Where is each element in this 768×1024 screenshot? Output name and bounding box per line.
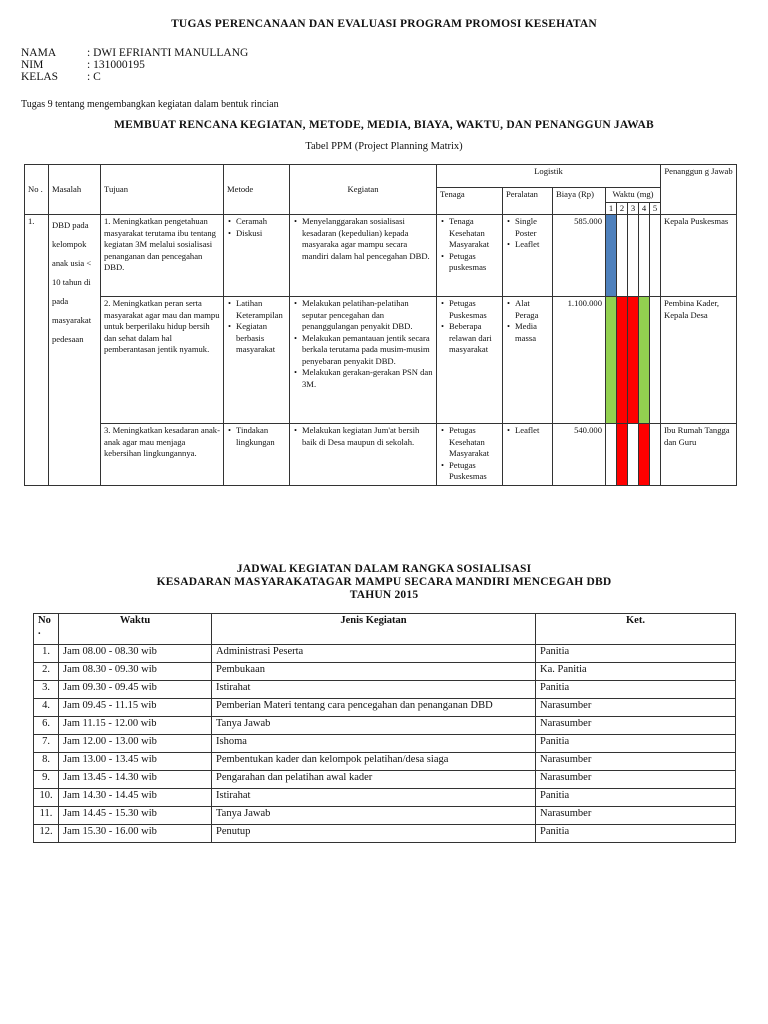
header-waktu: Waktu (mg) <box>606 188 661 203</box>
biaya-1: 585.000 <box>553 215 606 297</box>
schedule-ket-cell: Narasumber <box>536 771 736 789</box>
gantt-1-w4 <box>639 215 650 297</box>
schedule-header-ket: Ket. <box>536 614 736 645</box>
tenaga-3-item: • Petugas Kesehatan Masyarakat <box>449 425 499 460</box>
schedule-header-waktu: Waktu <box>59 614 212 645</box>
schedule-no-cell: 10. <box>34 789 59 807</box>
metode-2 <box>224 297 290 424</box>
gantt-1-w1 <box>606 215 617 297</box>
kegiatan-2-item: • Melakukan pemantauan jentik secara berkala terutama pada musim-musim penyebaran penyakit DBD. <box>302 333 433 368</box>
tenaga-1-item: • Petugas puskesmas <box>449 251 499 274</box>
gantt-3-w1 <box>606 424 617 486</box>
peralatan-3-item: • Leaflet <box>515 425 549 437</box>
schedule-ket-cell: Narasumber <box>536 753 736 771</box>
schedule-ket-cell: Panitia <box>536 681 736 699</box>
schedule-waktu-cell: Jam 11.15 - 12.00 wib <box>59 717 212 735</box>
metode-2-item: • Kegiatan berbasis masyarakat <box>236 321 286 356</box>
table-caption: Tabel PPM (Project Planning Matrix) <box>305 141 463 152</box>
gantt-1-w2 <box>617 215 628 297</box>
schedule-body <box>34 645 736 843</box>
schedule-no-cell: 6. <box>34 717 59 735</box>
schedule-no-cell: 2. <box>34 663 59 681</box>
schedule-row <box>34 789 736 807</box>
schedule-row <box>34 681 736 699</box>
tujuan-1: 1. Meningkatkan pengetahuan masyarakat terutama ibu tentang kegiatan 3M melalui sosialisasi penanganan dan pencegahan DBD. <box>101 215 224 297</box>
schedule-row <box>34 663 736 681</box>
tenaga-3 <box>437 424 503 486</box>
schedule-waktu-cell: Jam 09.45 - 11.15 wib <box>59 699 212 717</box>
schedule-title-1: JADWAL KEGIATAN DALAM RANGKA SOSIALISASI <box>236 563 532 575</box>
tujuan-2: 2. Meningkatkan peran serta masyarakat agar mau dan mampu untuk berperilaku hidup bersih dan sehat dalam hal pemberantasan jentik nyamuk. <box>101 297 224 424</box>
schedule-jenis-cell: Pembentukan kader dan kelompok pelatihan/desa siaga <box>212 753 536 771</box>
schedule-jenis-cell: Pemberian Materi tentang cara pencegahan dan penanganan DBD <box>212 699 536 717</box>
document-title: TUGAS PERENCANAAN DAN EVALUASI PROGRAM PROMOSI KESEHATAN <box>171 18 597 30</box>
schedule-jenis-cell: Tanya Jawab <box>212 807 536 825</box>
schedule-row <box>34 645 736 663</box>
biaya-3: 540.000 <box>553 424 606 486</box>
schedule-jenis-cell: Pengarahan dan pelatihan awal kader <box>212 771 536 789</box>
penanggung-jawab-2: Pembina Kader, Kepala Desa <box>661 297 737 424</box>
schedule-no-cell: 4. <box>34 699 59 717</box>
peralatan-3 <box>503 424 553 486</box>
tenaga-1-item: • Tenaga Kesehatan Masyarakat <box>449 216 499 251</box>
peralatan-1-item: • Single Poster <box>515 216 549 239</box>
week-5: 5 <box>650 202 661 215</box>
tujuan-3: 3. Meningkatkan kesadaran anak-anak agar mau menjaga kebersihan lingkungannya. <box>101 424 224 486</box>
tenaga-2-item: • Petugas Puskesmas <box>449 298 499 321</box>
gantt-2-w3 <box>628 297 639 424</box>
metode-2-item: • Latihan Keterampilan <box>236 298 286 321</box>
tenaga-1 <box>437 215 503 297</box>
gantt-3-w4 <box>639 424 650 486</box>
peralatan-2 <box>503 297 553 424</box>
masalah-cell: DBD pada kelompok anak usia < 10 tahun di pada masyarakat pedesaan <box>49 215 101 486</box>
kegiatan-3-item: • Melakukan kegiatan Jum'at bersih baik di Desa maupun di sekolah. <box>302 425 433 448</box>
schedule-waktu-cell: Jam 08.30 - 09.30 wib <box>59 663 212 681</box>
schedule-jenis-cell: Ishoma <box>212 735 536 753</box>
metode-3 <box>224 424 290 486</box>
nim-row <box>21 59 145 71</box>
metode-1 <box>224 215 290 297</box>
header-biaya: Biaya (Rp) <box>553 188 606 215</box>
section-title: MEMBUAT RENCANA KEGIATAN, METODE, MEDIA, BIAYA, WAKTU, DAN PENANGGUN JAWAB <box>114 119 654 131</box>
header-no: No . <box>25 165 49 215</box>
peralatan-1 <box>503 215 553 297</box>
schedule-waktu-cell: Jam 15.30 - 16.00 wib <box>59 825 212 843</box>
tenaga-2-item: • Beberapa relawan dari masyarakat <box>449 321 499 356</box>
penanggung-jawab-3: Ibu Rumah Tangga dan Guru <box>661 424 737 486</box>
schedule-jenis-cell: Istirahat <box>212 789 536 807</box>
week-2: 2 <box>617 202 628 215</box>
gantt-2-w5 <box>650 297 661 424</box>
gantt-2-w1 <box>606 297 617 424</box>
nama-label: NAMA <box>21 47 57 59</box>
schedule-waktu-cell: Jam 14.30 - 14.45 wib <box>59 789 212 807</box>
schedule-no-cell: 11. <box>34 807 59 825</box>
metode-1-item: • Diskusi <box>236 228 286 240</box>
header-metode: Metode <box>224 165 290 215</box>
schedule-jenis-cell: Administrasi Peserta <box>212 645 536 663</box>
schedule-waktu-cell: Jam 09.30 - 09.45 wib <box>59 681 212 699</box>
schedule-ket-cell: Narasumber <box>536 807 736 825</box>
header-kegiatan: Kegiatan <box>290 165 437 215</box>
header-tujuan: Tujuan <box>101 165 224 215</box>
tenaga-3-item: • Petugas Puskesmas <box>449 460 499 483</box>
schedule-waktu-cell: Jam 13.00 - 13.45 wib <box>59 753 212 771</box>
schedule-row <box>34 717 736 735</box>
schedule-ket-cell: Panitia <box>536 645 736 663</box>
metode-3-item: • Tindakan lingkungan <box>236 425 286 448</box>
header-penanggung-jawab: Penanggun g Jawab <box>661 165 737 215</box>
week-3: 3 <box>628 202 639 215</box>
gantt-1-w5 <box>650 215 661 297</box>
biaya-2: 1.100.000 <box>553 297 606 424</box>
kelas-value: : C <box>87 71 101 83</box>
kegiatan-2-item: • Melakukan pelatihan-pelatihan seputar pencegahan dan penanggulangan penyakit DBD. <box>302 298 433 333</box>
nim-label: NIM <box>21 59 44 71</box>
gantt-3-w2 <box>617 424 628 486</box>
kegiatan-1 <box>290 215 437 297</box>
schedule-jenis-cell: Pembukaan <box>212 663 536 681</box>
schedule-title-2: KESADARAN MASYARAKATAGAR MAMPU SECARA MANDIRI MENCEGAH DBD <box>156 576 612 588</box>
schedule-no-cell: 8. <box>34 753 59 771</box>
schedule-title-3: TAHUN 2015 <box>349 589 419 601</box>
row-number: 1. <box>25 215 49 486</box>
nama-row <box>21 47 248 59</box>
penanggung-jawab-1: Kepala Puskesmas <box>661 215 737 297</box>
schedule-jenis-cell: Penutup <box>212 825 536 843</box>
schedule-waktu-cell: Jam 13.45 - 14.30 wib <box>59 771 212 789</box>
schedule-ket-cell: Panitia <box>536 825 736 843</box>
gantt-1-w3 <box>628 215 639 297</box>
schedule-ket-cell: Panitia <box>536 735 736 753</box>
header-peralatan: Peralatan <box>503 188 553 215</box>
schedule-ket-cell: Ka. Panitia <box>536 663 736 681</box>
task-note: Tugas 9 tentang mengembangkan kegiatan dalam bentuk rincian <box>21 99 279 110</box>
schedule-header-jenis: Jenis Kegiatan <box>212 614 536 645</box>
schedule-row <box>34 825 736 843</box>
schedule-row <box>34 699 736 717</box>
nim-value: : 131000195 <box>87 59 145 71</box>
header-masalah: Masalah <box>49 165 101 215</box>
schedule-no-cell: 9. <box>34 771 59 789</box>
schedule-row <box>34 771 736 789</box>
gantt-2-w4 <box>639 297 650 424</box>
schedule-waktu-cell: Jam 12.00 - 13.00 wib <box>59 735 212 753</box>
schedule-no-cell: 3. <box>34 681 59 699</box>
gantt-3-w3 <box>628 424 639 486</box>
schedule-jenis-cell: Tanya Jawab <box>212 717 536 735</box>
kegiatan-1-item: • Menyelanggarakan sosialisasi kesadaran (kepedulian) kepada masyaraka agar mampu secara mandiri dalam hal pencegahan DBD. <box>302 216 433 262</box>
header-logistik: Logistik <box>437 165 661 188</box>
schedule-row <box>34 753 736 771</box>
kegiatan-3 <box>290 424 437 486</box>
schedule-row <box>34 735 736 753</box>
peralatan-2-item: • Alat Peraga <box>515 298 549 321</box>
schedule-table <box>33 613 736 843</box>
tenaga-2 <box>437 297 503 424</box>
kelas-row <box>21 71 101 83</box>
peralatan-1-item: • Leaflet <box>515 239 549 251</box>
kegiatan-2-item: • Melakukan gerakan-gerakan PSN dan 3M. <box>302 367 433 390</box>
schedule-row <box>34 807 736 825</box>
week-1: 1 <box>606 202 617 215</box>
schedule-jenis-cell: Istirahat <box>212 681 536 699</box>
kelas-label: KELAS <box>21 71 59 83</box>
week-4: 4 <box>639 202 650 215</box>
nama-value: : DWI EFRIANTI MANULLANG <box>87 47 249 59</box>
schedule-ket-cell: Narasumber <box>536 699 736 717</box>
header-tenaga: Tenaga <box>437 188 503 215</box>
gantt-3-w5 <box>650 424 661 486</box>
schedule-waktu-cell: Jam 08.00 - 08.30 wib <box>59 645 212 663</box>
gantt-2-w2 <box>617 297 628 424</box>
schedule-ket-cell: Narasumber <box>536 717 736 735</box>
peralatan-2-item: • Media massa <box>515 321 549 344</box>
ppm-table <box>24 164 737 486</box>
metode-1-item: • Ceramah <box>236 216 286 228</box>
schedule-header-no: No . <box>34 614 59 645</box>
schedule-ket-cell: Panitia <box>536 789 736 807</box>
schedule-no-cell: 7. <box>34 735 59 753</box>
schedule-waktu-cell: Jam 14.45 - 15.30 wib <box>59 807 212 825</box>
schedule-no-cell: 1. <box>34 645 59 663</box>
schedule-no-cell: 12. <box>34 825 59 843</box>
kegiatan-2 <box>290 297 437 424</box>
